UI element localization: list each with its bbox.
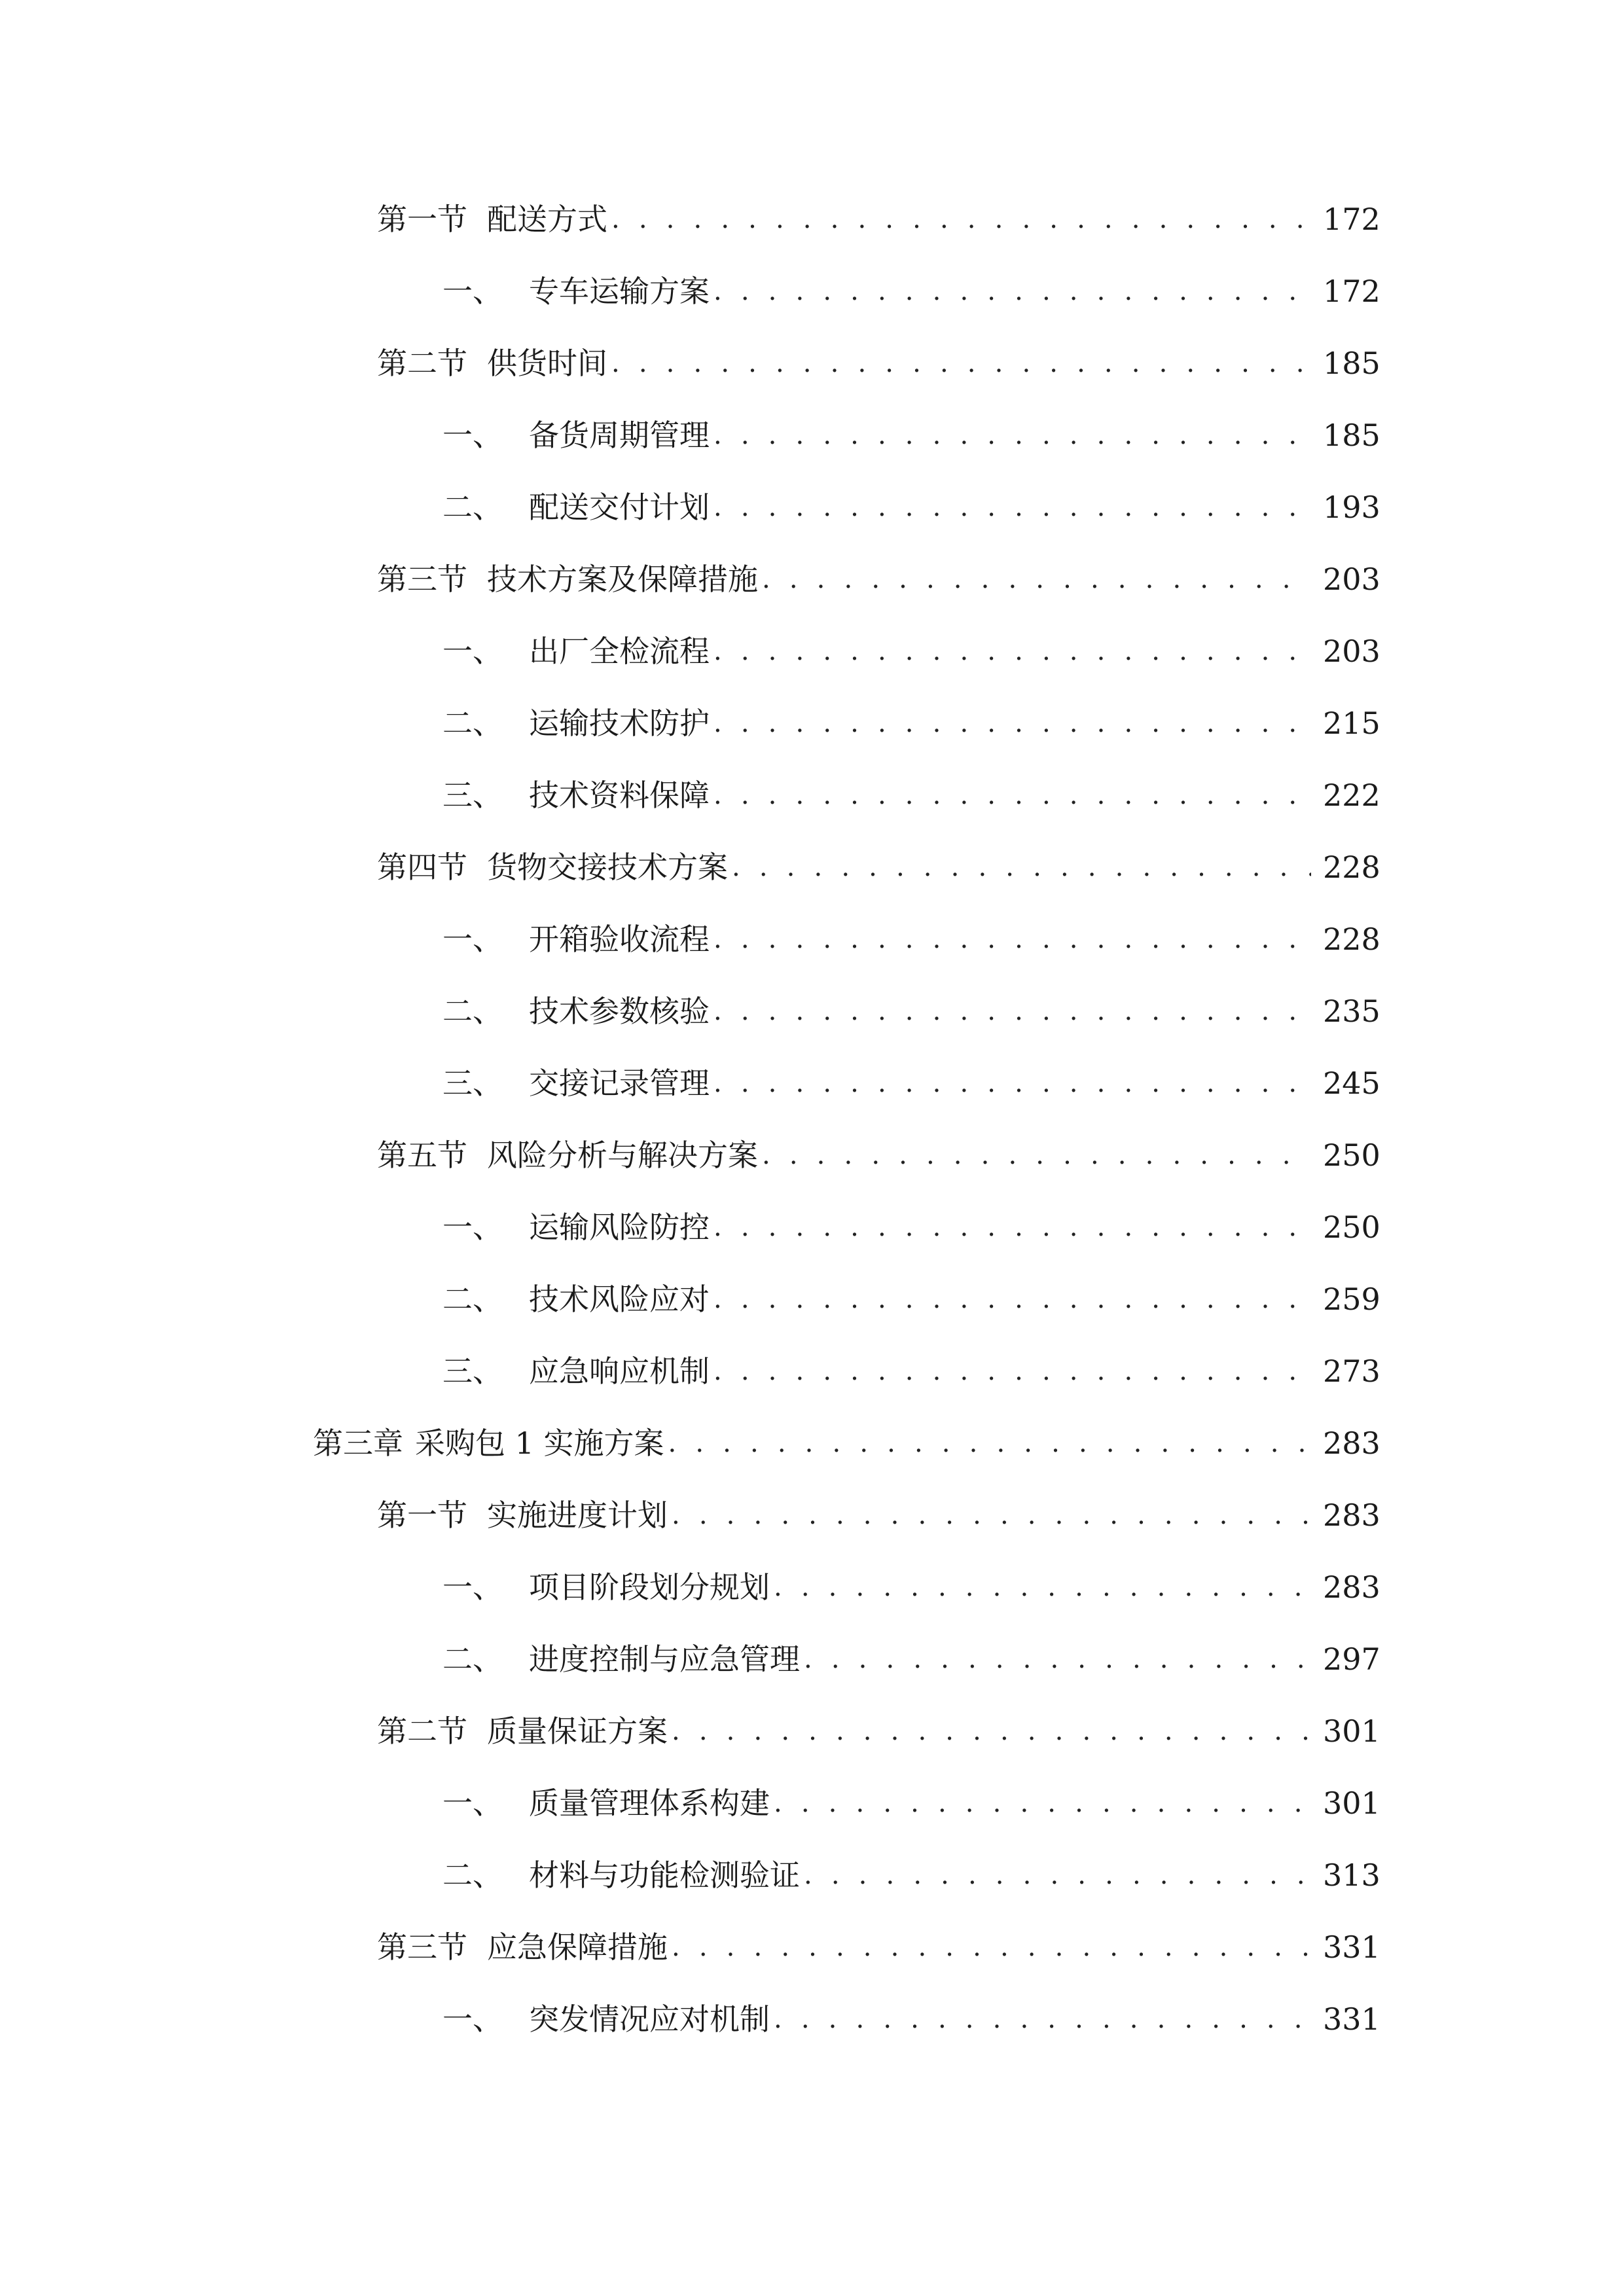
entry-title: 质量保证方案: [487, 1713, 668, 1749]
toc-entry[interactable]: [377, 337, 1380, 389]
dot-leader: [713, 1057, 1311, 1109]
toc-entry[interactable]: [442, 1993, 1380, 2045]
toc-entry[interactable]: [442, 1849, 1380, 1901]
entry-page-number: 245: [1323, 1066, 1380, 1101]
entry-prefix: 二、: [442, 490, 503, 525]
entry-prefix: 第四节: [377, 850, 467, 885]
entry-prefix: 第二节: [377, 1713, 467, 1749]
entry-prefix: 第三章: [313, 1426, 403, 1461]
dot-leader: [804, 1849, 1311, 1901]
entry-page-number: 301: [1323, 1785, 1380, 1821]
entry-title: 采购包 1 实施方案: [415, 1426, 664, 1461]
toc-entry[interactable]: [377, 1489, 1380, 1541]
entry-prefix: 二、: [442, 1857, 503, 1893]
entry-prefix: 二、: [442, 1282, 503, 1317]
entry-title: 运输技术防护: [529, 706, 710, 741]
entry-prefix: 第三节: [377, 1929, 467, 1965]
entry-page-number: 203: [1323, 634, 1380, 669]
entry-title: 突发情况应对机制: [529, 2001, 770, 2037]
entry-title: 开箱验收流程: [529, 922, 710, 957]
entry-prefix: 三、: [442, 1066, 503, 1101]
entry-title: 材料与功能检测验证: [529, 1857, 800, 1893]
dot-leader: [713, 913, 1311, 965]
entry-prefix: 第一节: [377, 202, 467, 237]
entry-page-number: 185: [1323, 346, 1380, 381]
entry-title: 配送交付计划: [529, 490, 710, 525]
entry-page-number: 283: [1323, 1498, 1380, 1533]
toc-entry[interactable]: [442, 481, 1380, 533]
entry-page-number: 273: [1323, 1354, 1380, 1389]
entry-page-number: 203: [1323, 562, 1380, 597]
dot-leader: [774, 1777, 1311, 1829]
dot-leader: [672, 1921, 1311, 1973]
entry-prefix: 一、: [442, 634, 503, 669]
entry-title: 应急保障措施: [487, 1929, 668, 1965]
toc-entry[interactable]: [442, 1633, 1380, 1685]
entry-title: 运输风险防控: [529, 1210, 710, 1245]
toc-entry[interactable]: [377, 1705, 1380, 1757]
entry-page-number: 283: [1323, 1426, 1380, 1461]
toc-entry[interactable]: [442, 265, 1380, 317]
entry-title: 技术资料保障: [529, 778, 710, 813]
entry-prefix: 第二节: [377, 346, 467, 381]
entry-title: 供货时间: [487, 346, 607, 381]
entry-prefix: 二、: [442, 1641, 503, 1677]
entry-page-number: 259: [1323, 1282, 1380, 1317]
dot-leader: [732, 841, 1311, 893]
entry-page-number: 172: [1323, 274, 1380, 309]
entry-page-number: 331: [1323, 1929, 1380, 1965]
entry-page-number: 185: [1323, 418, 1380, 453]
dot-leader: [713, 409, 1311, 461]
toc-entry[interactable]: [442, 769, 1380, 821]
entry-page-number: 250: [1323, 1138, 1380, 1173]
entry-title: 配送方式: [487, 202, 607, 237]
toc-entry[interactable]: [377, 553, 1380, 605]
entry-prefix: 二、: [442, 994, 503, 1029]
toc-entry[interactable]: [377, 1129, 1380, 1181]
dot-leader: [713, 769, 1311, 821]
dot-leader: [713, 1273, 1311, 1325]
toc-entry[interactable]: [442, 1561, 1380, 1613]
toc-entry[interactable]: [442, 625, 1380, 677]
entry-prefix: 一、: [442, 2001, 503, 2037]
entry-page-number: 228: [1323, 850, 1380, 885]
dot-leader: [713, 481, 1311, 533]
entry-page-number: 283: [1323, 1570, 1380, 1605]
toc-entry[interactable]: [442, 913, 1380, 965]
entry-title: 货物交接技术方案: [487, 850, 728, 885]
entry-title: 交接记录管理: [529, 1066, 710, 1101]
dot-leader: [611, 337, 1311, 389]
entry-page-number: 235: [1323, 994, 1380, 1029]
entry-title: 专车运输方案: [529, 274, 710, 309]
entry-page-number: 297: [1323, 1641, 1380, 1677]
toc-entry[interactable]: [442, 1273, 1380, 1325]
entry-title: 风险分析与解决方案: [487, 1138, 758, 1173]
entry-prefix: 第五节: [377, 1138, 467, 1173]
entry-prefix: 三、: [442, 778, 503, 813]
entry-page-number: 228: [1323, 922, 1380, 957]
entry-title: 技术参数核验: [529, 994, 710, 1029]
dot-leader: [713, 625, 1311, 677]
toc-entry[interactable]: [377, 841, 1380, 893]
entry-title: 进度控制与应急管理: [529, 1641, 800, 1677]
dot-leader: [762, 1129, 1311, 1181]
toc-entry[interactable]: [442, 1777, 1380, 1829]
entry-page-number: 172: [1323, 202, 1380, 237]
dot-leader: [713, 1201, 1311, 1253]
entry-prefix: 一、: [442, 274, 503, 309]
toc-entry[interactable]: [442, 985, 1380, 1037]
toc-entry-chapter[interactable]: [313, 1417, 1380, 1469]
entry-page-number: 313: [1323, 1857, 1380, 1893]
entry-prefix: 一、: [442, 1210, 503, 1245]
toc-entry[interactable]: [377, 193, 1380, 245]
dot-leader: [762, 553, 1311, 605]
entry-title: 项目阶段划分规划: [529, 1570, 770, 1605]
toc-entry[interactable]: [442, 1057, 1380, 1109]
entry-prefix: 三、: [442, 1354, 503, 1389]
dot-leader: [713, 985, 1311, 1037]
entry-title: 技术方案及保障措施: [487, 562, 758, 597]
entry-prefix: 一、: [442, 418, 503, 453]
entry-page-number: 301: [1323, 1713, 1380, 1749]
dot-leader: [774, 1561, 1311, 1613]
entry-title: 备货周期管理: [529, 418, 710, 453]
entry-title: 实施进度计划: [487, 1498, 668, 1533]
entry-page-number: 193: [1323, 490, 1380, 525]
entry-page-number: 331: [1323, 2001, 1380, 2037]
dot-leader: [611, 193, 1311, 245]
entry-prefix: 一、: [442, 1570, 503, 1605]
entry-prefix: 二、: [442, 706, 503, 741]
toc-entry[interactable]: [442, 1201, 1380, 1253]
dot-leader: [713, 697, 1311, 749]
toc-entry[interactable]: [442, 697, 1380, 749]
entry-title: 出厂全检流程: [529, 634, 710, 669]
dot-leader: [774, 1993, 1311, 2045]
dot-leader: [672, 1489, 1311, 1541]
dot-leader: [804, 1633, 1311, 1685]
entry-title: 应急响应机制: [529, 1354, 710, 1389]
dot-leader: [713, 1345, 1311, 1397]
entry-page-number: 215: [1323, 706, 1380, 741]
dot-leader: [668, 1417, 1311, 1469]
entry-prefix: 一、: [442, 1785, 503, 1821]
entry-title: 技术风险应对: [529, 1282, 710, 1317]
dot-leader: [713, 265, 1311, 317]
entry-title: 质量管理体系构建: [529, 1785, 770, 1821]
entry-prefix: 第三节: [377, 562, 467, 597]
entry-page-number: 222: [1323, 778, 1380, 813]
entry-prefix: 一、: [442, 922, 503, 957]
toc-entry[interactable]: [442, 1345, 1380, 1397]
toc-entry[interactable]: [377, 1921, 1380, 1973]
entry-page-number: 250: [1323, 1210, 1380, 1245]
toc-entry[interactable]: [442, 409, 1380, 461]
entry-prefix: 第一节: [377, 1498, 467, 1533]
dot-leader: [672, 1705, 1311, 1757]
